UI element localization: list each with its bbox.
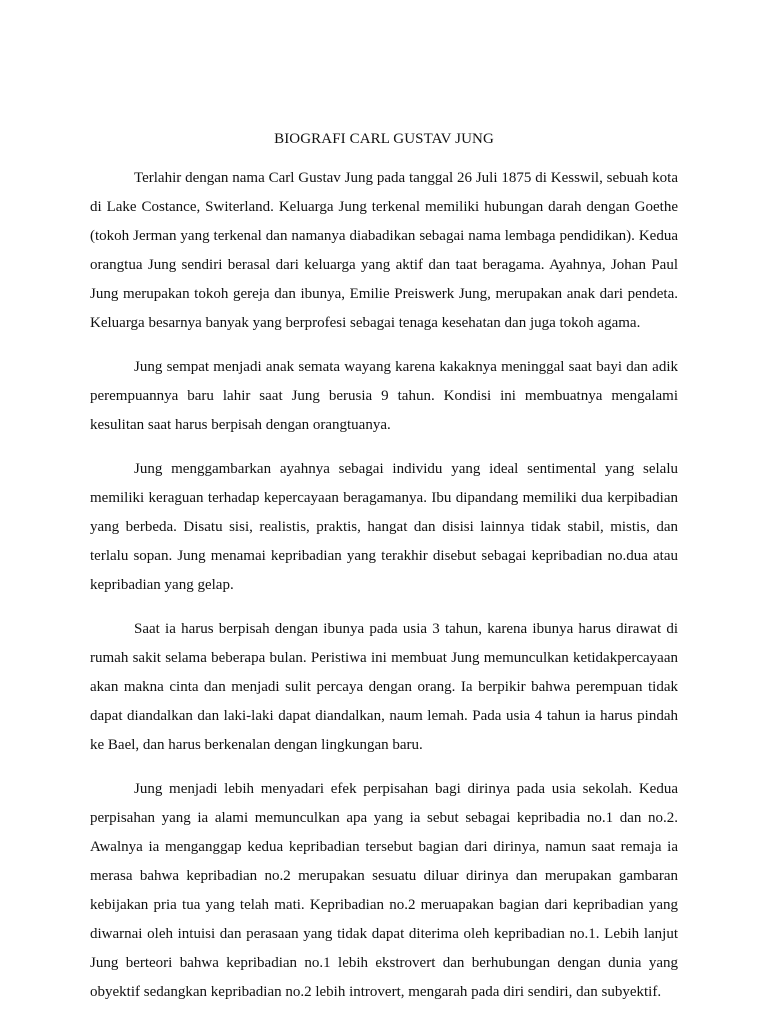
paragraph-birth-family: Terlahir dengan nama Carl Gustav Jung pada tanggal 26 Juli 1875 di Kesswil, sebuah kota di Lake Costance, Switerland. Keluarga Jung terkenal memiliki hubungan darah dengan Goethe (tokoh Jerman yang terkenal dan namanya diabadikan sebagai nama lembaga pendidikan). Kedua orangtua Jung sendiri berasal dari keluarga yang aktif dan taat beragama. Ayahnya, Johan Paul Jung merupakan tokoh gereja dan ibunya, Emilie Preiswerk Jung, merupakan anak dari pendeta. Keluarga besarnya banyak yang berprofesi sebagai tenaga kesehatan dan juga tokoh agama.	[90, 170, 678, 331]
paragraph-parents-description: Jung menggambarkan ayahnya sebagai individu yang ideal sentimental yang selalu memiliki keraguan terhadap kepercayaan beragamanya. Ibu dipandang memiliki dua kerpibadian yang berbeda. Disatu sisi, realistis, praktis, hangat dan disisi lainnya tidak stabil, mistis, dan terlalu sopan. Jung menamai kepribadian yang terakhir disebut sebagai kepribadian no.dua atau kepribadian yang gelap.	[90, 461, 678, 593]
paragraph-only-child: Jung sempat menjadi anak semata wayang karena kakaknya meninggal saat bayi dan adik perempuannya baru lahir saat Jung berusia 9 tahun. Kondisi ini membuatnya mengalami kesulitan saat harus berpisah dengan orangtuanya.	[90, 359, 678, 433]
document-body	[90, 128, 678, 1022]
paragraph-personality-no1-no2: Jung menjadi lebih menyadari efek perpisahan bagi dirinya pada usia sekolah. Kedua perpisahan yang ia alami memunculkan apa yang ia sebut sebagai kepribadia no.1 dan no.2. Awalnya ia menganggap kedua kepribadian tersebut bagian dari dirinya, namun saat remaja ia merasa bahwa kepribadian no.2 merupakan sesuatu diluar dirinya dan merupakan gambaran kebijakan pria tua yang telah mati. Kepribadian no.2 meruapakan bagian dari kepribadian yang diwarnai oleh intuisi dan perasaan yang tidak dapat diterima oleh kepribadian no.1. Lebih lanjut Jung berteori bahwa kepribadian no.1 lebih ekstrovert dan berhubungan dengan dunia yang obyektif sedangkan kepribadian no.2 lebih introvert, mengarah pada diri sendiri, dan subyektif.	[90, 781, 678, 1000]
paragraph-separation-mother: Saat ia harus berpisah dengan ibunya pada usia 3 tahun, karena ibunya harus dirawat di rumah sakit selama beberapa bulan. Peristiwa ini membuat Jung memunculkan ketidakpercayaan akan makna cinta dan menjadi sulit percaya dengan orang. Ia berpikir bahwa perempuan tidak dapat diandalkan dan laki-laki dapat diandalkan, naum lemah. Pada usia 4 tahun ia harus pindah ke Bael, dan harus berkenalan dengan lingkungan baru.	[90, 621, 678, 753]
document-title: BIOGRAFI CARL GUSTAV JUNG	[274, 131, 494, 147]
